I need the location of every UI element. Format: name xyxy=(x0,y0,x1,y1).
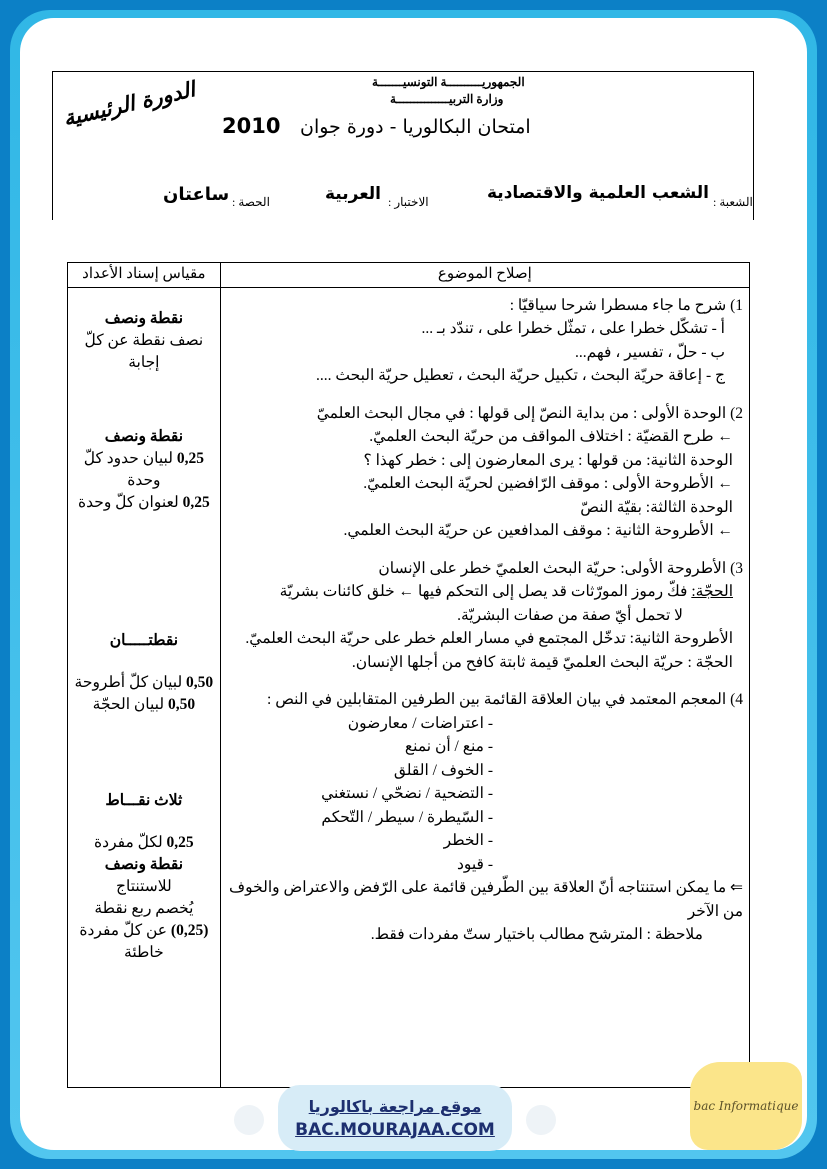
duration-value: ساعتان xyxy=(163,184,230,205)
subject-value: العربية xyxy=(325,184,382,204)
exam-title: امتحان البكالوريا - دورة جوان xyxy=(300,116,531,138)
score4-b2: للاستنتاج xyxy=(116,877,172,895)
score2-a: لبيان حدود كلّ وحدة xyxy=(83,449,173,489)
q2-unit3-arrow: ← الأطروحة الثانية : موقف المدافعين عن حريّة البحث العلمي. xyxy=(343,522,733,539)
q3-thesis2: الأطروحة الثانية: تدخّل المجتمع في مسار العلم خطر على حريّة البحث العلميّ. xyxy=(245,630,733,647)
q3-proof1b: لا تحمل أيّ صفة من صفات البشريّة. xyxy=(457,606,683,624)
subject-label: الاختبار : xyxy=(388,195,429,209)
q3-proof1: فكّ رموز المورّثات قد يصل إلى التحكم فيها ← خلق كائنات بشريّة xyxy=(279,583,688,600)
score-cell xyxy=(68,287,221,1088)
score4-c-value: (0,25) xyxy=(170,921,209,939)
q2-unit2: الوحدة الثانية: من قولها : يرى المعارضون إلى : خطر كهذا ؟ xyxy=(363,451,733,469)
score4-b: نقطة ونصف xyxy=(104,855,184,873)
q3-proof-label: الحجّة: xyxy=(691,583,733,600)
score4-a: لكلّ مفردة xyxy=(94,833,163,851)
republic-label: الجمهوريــــــــــة التونسيـــــــة xyxy=(372,75,525,89)
score4-a-value: 0,25 xyxy=(166,833,194,851)
q4-note: ملاحظة : المترشح مطالب باختيار ستّ مفردات فقط. xyxy=(370,926,703,943)
column-scale-header: مقياس إسناد الأعداد xyxy=(68,263,221,288)
score4-c2: عن كلّ مفردة خاطئة xyxy=(79,921,168,961)
score2-title: نقطة ونصف xyxy=(104,427,184,445)
q1-b: ب - حلّ ، تفسير ، فهم... xyxy=(574,343,725,361)
q4-conclusion: ⇐ ما يمكن استنتاجه أنّ العلاقة بين الطّرفين قائمة على الرّفض والاعتراض والخوف من الآخر xyxy=(229,879,743,920)
score3-b: لبيان الحجّة xyxy=(92,695,165,713)
score1-title: نقطة ونصف xyxy=(104,309,184,327)
q1-title: 1) شرح ما جاء مسطرا شرحا سياقيّا : xyxy=(509,296,743,314)
q2-unit1: 2) الوحدة الأولى : من بداية النصّ إلى قولها : في مجال البحث العلميّ xyxy=(316,404,743,422)
q4-item: - التضحية / نضحّي / نستغني xyxy=(321,785,493,802)
score4-c: يُخصم ربع نقطة xyxy=(94,899,194,917)
correction-table xyxy=(67,262,750,1088)
q1-a: أ - تشكّل خطرا على ، تمثّل خطرا على ، تندّد بـ ... xyxy=(421,320,725,337)
q1-c: ج - إعاقة حريّة البحث ، تكبيل حريّة البحث ، تعطيل حريّة البحث .... xyxy=(315,367,725,384)
q3-thesis1: 3) الأطروحة الأولى: حريّة البحث العلميّ خطر على الإنسان xyxy=(378,559,743,577)
duration-label: الحصة : xyxy=(232,195,270,209)
q4-item: - قيود xyxy=(456,855,493,873)
q2-unit3: الوحدة الثالثة: بقيّة النصّ xyxy=(580,498,733,516)
column-correction-header: إصلاح الموضوع xyxy=(220,263,749,288)
bac-informatique-badge: bac Informatique xyxy=(690,1062,802,1150)
score1-detail: نصف نقطة عن كلّ إجابة xyxy=(84,331,204,371)
q3-proof2: الحجّة : حريّة البحث العلميّ قيمة ثابتة كافح من أجلها الإنسان. xyxy=(351,653,733,671)
book-logo-icon xyxy=(234,1105,264,1135)
exam-year: 2010 xyxy=(222,114,281,138)
q4-item: - السّيطرة / سيطر / التّحكم xyxy=(321,808,493,826)
score3-title: نقطتـــــان xyxy=(109,631,179,649)
q4-item: - الخطر xyxy=(443,832,493,849)
session-stamp: الدورة الرئيسية xyxy=(61,77,198,131)
score2-b: لعنوان كلّ وحدة xyxy=(77,493,179,511)
section-value: الشعب العلمية والاقتصادية xyxy=(487,183,710,203)
score3-b-value: 0,50 xyxy=(167,695,196,713)
site-banner[interactable] xyxy=(278,1085,512,1151)
site-url[interactable]: BAC.MOURAJAA.COM xyxy=(295,1120,495,1140)
q4-title: 4) المعجم المعتمد في بيان العلاقة القائمة بين الطرفين المتقابلين في النص : xyxy=(267,691,743,708)
q4-item: - منع / أن نمنع xyxy=(404,738,493,755)
score3-a: لبيان كلّ أطروحة xyxy=(74,673,183,691)
q4-item: - اعتراضات / معارضون xyxy=(347,714,493,732)
score2-a-value: 0,25 xyxy=(176,449,204,467)
score2-b-value: 0,25 xyxy=(182,493,210,511)
ministry-label: وزارة التربيـــــــــــــــة xyxy=(390,92,504,106)
section-label: الشعبة : xyxy=(713,195,753,209)
score3-a-value: 0,50 xyxy=(186,673,214,691)
q4-item: - الخوف / القلق xyxy=(393,761,493,779)
q2-unit1-arrow: ← طرح القضيّة : اختلاف المواقف من حريّة البحث العلميّ. xyxy=(369,428,733,445)
book-logo-icon xyxy=(526,1105,556,1135)
q2-unit2-arrow: ← الأطروحة الأولى : موقف الرّافضين لحريّة البحث العلميّ. xyxy=(363,475,733,492)
site-name-ar[interactable]: موقع مراجعة باكالوريا xyxy=(308,1097,482,1116)
score4-title: ثلاث نقـــاط xyxy=(105,791,183,809)
correction-cell xyxy=(220,287,749,1088)
